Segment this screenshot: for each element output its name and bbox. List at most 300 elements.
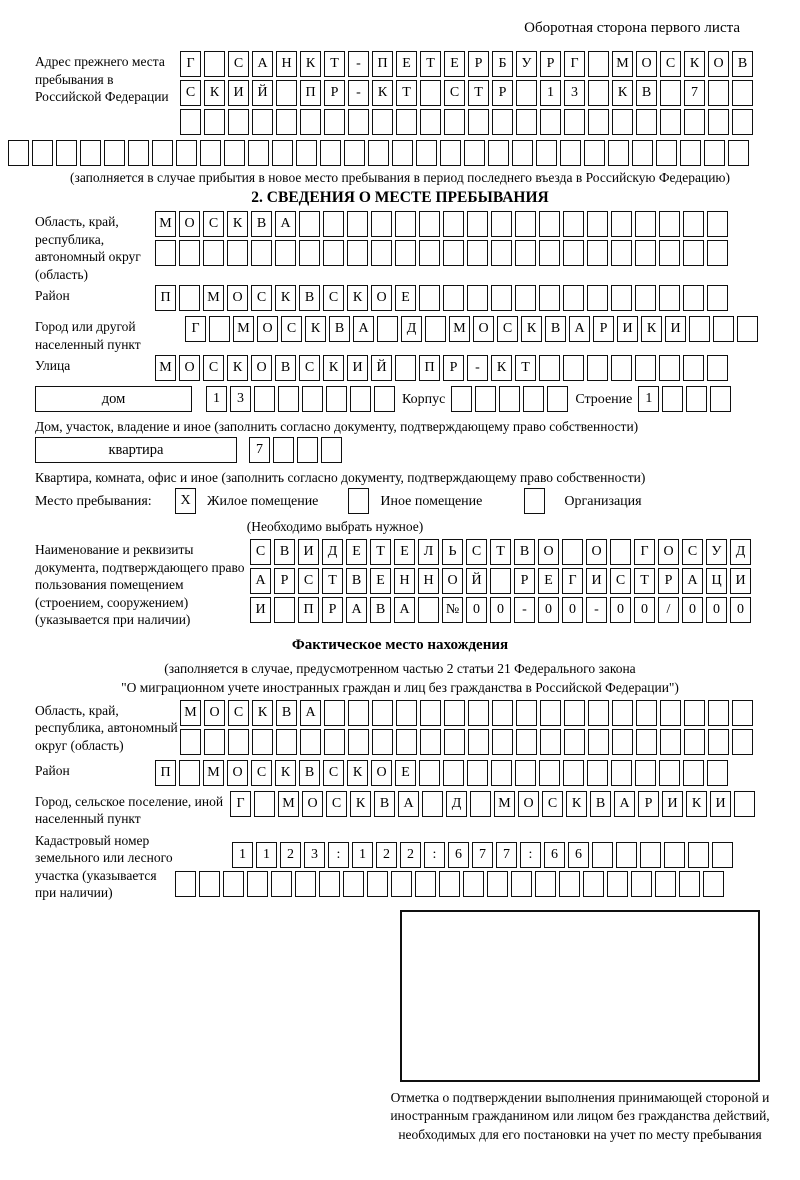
char-box[interactable]: С	[444, 80, 465, 106]
char-box[interactable]: 3	[304, 842, 325, 868]
char-box[interactable]: Н	[418, 568, 439, 594]
char-box[interactable]: П	[155, 760, 176, 786]
char-box[interactable]	[324, 729, 345, 755]
char-box[interactable]: К	[227, 355, 248, 381]
char-box[interactable]	[535, 871, 556, 897]
char-box[interactable]	[539, 760, 560, 786]
char-box[interactable]: 0	[490, 597, 511, 623]
char-box[interactable]: В	[514, 539, 535, 565]
char-box[interactable]: :	[424, 842, 445, 868]
char-box[interactable]	[659, 760, 680, 786]
char-box[interactable]: 6	[568, 842, 589, 868]
char-box[interactable]	[468, 729, 489, 755]
char-box[interactable]: К	[305, 316, 326, 342]
char-box[interactable]: С	[180, 80, 201, 106]
char-box[interactable]	[499, 386, 520, 412]
char-box[interactable]	[300, 109, 321, 135]
char-box[interactable]: С	[250, 539, 271, 565]
char-box[interactable]: М	[612, 51, 633, 77]
char-box[interactable]: К	[300, 51, 321, 77]
char-box[interactable]: К	[491, 355, 512, 381]
char-box[interactable]	[425, 316, 446, 342]
char-box[interactable]	[662, 386, 683, 412]
char-box[interactable]: В	[274, 539, 295, 565]
char-box[interactable]	[395, 355, 416, 381]
char-box[interactable]	[300, 729, 321, 755]
char-box[interactable]: Р	[468, 51, 489, 77]
char-box[interactable]: 7	[496, 842, 517, 868]
char-box[interactable]: С	[299, 355, 320, 381]
char-box[interactable]	[686, 386, 707, 412]
char-box[interactable]	[443, 760, 464, 786]
char-box[interactable]	[564, 729, 585, 755]
char-box[interactable]: Р	[492, 80, 513, 106]
char-box[interactable]	[636, 700, 657, 726]
char-box[interactable]: Г	[180, 51, 201, 77]
char-box[interactable]: №	[442, 597, 463, 623]
checkbox-residential[interactable]: X	[175, 488, 196, 514]
char-box[interactable]	[271, 871, 292, 897]
char-box[interactable]: К	[372, 80, 393, 106]
char-box[interactable]	[708, 729, 729, 755]
char-box[interactable]	[444, 729, 465, 755]
char-box[interactable]: 0	[706, 597, 727, 623]
char-box[interactable]	[491, 240, 512, 266]
char-box[interactable]	[684, 109, 705, 135]
char-box[interactable]	[659, 355, 680, 381]
char-box[interactable]: Д	[446, 791, 467, 817]
char-box[interactable]	[540, 109, 561, 135]
char-box[interactable]: 0	[682, 597, 703, 623]
char-box[interactable]	[710, 386, 731, 412]
char-box[interactable]: Е	[396, 51, 417, 77]
char-box[interactable]	[104, 140, 125, 166]
char-box[interactable]	[152, 140, 173, 166]
char-box[interactable]	[515, 285, 536, 311]
char-box[interactable]: Ь	[442, 539, 463, 565]
char-box[interactable]	[176, 140, 197, 166]
char-box[interactable]	[587, 240, 608, 266]
char-box[interactable]	[664, 842, 685, 868]
char-box[interactable]: В	[276, 700, 297, 726]
char-box[interactable]: С	[228, 51, 249, 77]
char-box[interactable]	[659, 240, 680, 266]
char-box[interactable]: И	[228, 80, 249, 106]
char-box[interactable]	[539, 240, 560, 266]
char-box[interactable]	[155, 240, 176, 266]
char-box[interactable]	[563, 285, 584, 311]
char-box[interactable]	[274, 597, 295, 623]
char-box[interactable]: Р	[274, 568, 295, 594]
char-box[interactable]	[587, 211, 608, 237]
char-box[interactable]	[252, 109, 273, 135]
char-box[interactable]	[273, 437, 294, 463]
char-box[interactable]	[516, 700, 537, 726]
char-box[interactable]: А	[300, 700, 321, 726]
char-box[interactable]	[391, 871, 412, 897]
char-box[interactable]: Т	[396, 80, 417, 106]
char-box[interactable]	[713, 316, 734, 342]
char-box[interactable]: К	[227, 211, 248, 237]
char-box[interactable]: -	[348, 51, 369, 77]
char-box[interactable]	[443, 240, 464, 266]
char-box[interactable]	[584, 140, 605, 166]
char-box[interactable]: Н	[394, 568, 415, 594]
char-box[interactable]	[464, 140, 485, 166]
char-box[interactable]: В	[329, 316, 350, 342]
checkbox-other-premises[interactable]	[348, 488, 369, 514]
char-box[interactable]: И	[662, 791, 683, 817]
char-box[interactable]: К	[686, 791, 707, 817]
char-box[interactable]	[440, 140, 461, 166]
char-box[interactable]: 2	[376, 842, 397, 868]
char-box[interactable]: 0	[730, 597, 751, 623]
char-box[interactable]: Г	[562, 568, 583, 594]
char-box[interactable]	[320, 140, 341, 166]
char-box[interactable]	[80, 140, 101, 166]
char-box[interactable]	[515, 211, 536, 237]
char-box[interactable]: С	[542, 791, 563, 817]
char-box[interactable]	[180, 729, 201, 755]
char-box[interactable]: М	[203, 285, 224, 311]
char-box[interactable]	[660, 729, 681, 755]
char-box[interactable]: Р	[658, 568, 679, 594]
char-box[interactable]: А	[398, 791, 419, 817]
char-box[interactable]: 1	[540, 80, 561, 106]
char-box[interactable]: С	[682, 539, 703, 565]
char-box[interactable]	[372, 109, 393, 135]
char-box[interactable]	[704, 140, 725, 166]
char-box[interactable]: И	[298, 539, 319, 565]
char-box[interactable]: М	[278, 791, 299, 817]
char-box[interactable]: Е	[370, 568, 391, 594]
char-box[interactable]	[707, 760, 728, 786]
char-box[interactable]	[684, 700, 705, 726]
char-box[interactable]	[707, 355, 728, 381]
char-box[interactable]	[128, 140, 149, 166]
char-box[interactable]: Т	[322, 568, 343, 594]
apartment-type-cell[interactable]: квартира	[35, 437, 237, 463]
char-box[interactable]	[547, 386, 568, 412]
char-box[interactable]	[418, 597, 439, 623]
char-box[interactable]: Й	[371, 355, 392, 381]
char-box[interactable]	[276, 729, 297, 755]
char-box[interactable]	[367, 871, 388, 897]
char-box[interactable]	[679, 871, 700, 897]
char-box[interactable]: 0	[562, 597, 583, 623]
char-box[interactable]: И	[586, 568, 607, 594]
char-box[interactable]	[419, 760, 440, 786]
char-box[interactable]: К	[684, 51, 705, 77]
char-box[interactable]	[324, 700, 345, 726]
char-box[interactable]	[372, 700, 393, 726]
char-box[interactable]	[611, 211, 632, 237]
char-box[interactable]	[199, 871, 220, 897]
char-box[interactable]	[689, 316, 710, 342]
char-box[interactable]	[227, 240, 248, 266]
char-box[interactable]: У	[706, 539, 727, 565]
char-box[interactable]	[468, 109, 489, 135]
char-box[interactable]	[635, 355, 656, 381]
char-box[interactable]: К	[204, 80, 225, 106]
char-box[interactable]	[562, 539, 583, 565]
char-box[interactable]: 0	[634, 597, 655, 623]
char-box[interactable]: 6	[448, 842, 469, 868]
char-box[interactable]: М	[494, 791, 515, 817]
char-box[interactable]	[321, 437, 342, 463]
char-box[interactable]	[636, 109, 657, 135]
char-box[interactable]	[451, 386, 472, 412]
char-box[interactable]: К	[275, 285, 296, 311]
char-box[interactable]	[323, 211, 344, 237]
char-box[interactable]: Д	[730, 539, 751, 565]
char-box[interactable]: 0	[610, 597, 631, 623]
char-box[interactable]: И	[617, 316, 638, 342]
char-box[interactable]: Т	[490, 539, 511, 565]
char-box[interactable]	[254, 386, 275, 412]
char-box[interactable]: И	[730, 568, 751, 594]
char-box[interactable]: Г	[185, 316, 206, 342]
char-box[interactable]	[611, 760, 632, 786]
char-box[interactable]	[732, 109, 753, 135]
char-box[interactable]: П	[372, 51, 393, 77]
char-box[interactable]: В	[299, 760, 320, 786]
char-box[interactable]	[475, 386, 496, 412]
char-box[interactable]: П	[300, 80, 321, 106]
char-box[interactable]	[396, 109, 417, 135]
char-box[interactable]	[302, 386, 323, 412]
char-box[interactable]: В	[251, 211, 272, 237]
char-box[interactable]	[344, 140, 365, 166]
char-box[interactable]	[204, 729, 225, 755]
char-box[interactable]	[224, 140, 245, 166]
char-box[interactable]	[540, 700, 561, 726]
char-box[interactable]: А	[353, 316, 374, 342]
char-box[interactable]	[470, 791, 491, 817]
char-box[interactable]: Р	[540, 51, 561, 77]
char-box[interactable]	[348, 700, 369, 726]
char-box[interactable]: Р	[322, 597, 343, 623]
char-box[interactable]	[419, 240, 440, 266]
char-box[interactable]: -	[348, 80, 369, 106]
char-box[interactable]: 6	[544, 842, 565, 868]
char-box[interactable]: М	[233, 316, 254, 342]
char-box[interactable]: К	[275, 760, 296, 786]
char-box[interactable]: 3	[230, 386, 251, 412]
char-box[interactable]: О	[371, 285, 392, 311]
char-box[interactable]	[319, 871, 340, 897]
char-box[interactable]	[631, 871, 652, 897]
char-box[interactable]: У	[516, 51, 537, 77]
char-box[interactable]	[516, 109, 537, 135]
char-box[interactable]: К	[252, 700, 273, 726]
char-box[interactable]	[516, 729, 537, 755]
char-box[interactable]: О	[473, 316, 494, 342]
char-box[interactable]	[32, 140, 53, 166]
char-box[interactable]	[463, 871, 484, 897]
char-box[interactable]	[683, 211, 704, 237]
char-box[interactable]: -	[586, 597, 607, 623]
char-box[interactable]	[616, 842, 637, 868]
char-box[interactable]	[659, 211, 680, 237]
char-box[interactable]	[523, 386, 544, 412]
char-box[interactable]	[350, 386, 371, 412]
char-box[interactable]	[635, 240, 656, 266]
char-box[interactable]: С	[203, 355, 224, 381]
char-box[interactable]	[491, 211, 512, 237]
char-box[interactable]: В	[299, 285, 320, 311]
char-box[interactable]	[588, 729, 609, 755]
char-box[interactable]: В	[545, 316, 566, 342]
char-box[interactable]	[563, 355, 584, 381]
char-box[interactable]: И	[710, 791, 731, 817]
char-box[interactable]: С	[281, 316, 302, 342]
char-box[interactable]: К	[566, 791, 587, 817]
char-box[interactable]	[467, 211, 488, 237]
char-box[interactable]	[371, 240, 392, 266]
char-box[interactable]	[395, 211, 416, 237]
char-box[interactable]: О	[179, 355, 200, 381]
char-box[interactable]: К	[521, 316, 542, 342]
char-box[interactable]: 3	[564, 80, 585, 106]
char-box[interactable]	[392, 140, 413, 166]
char-box[interactable]	[368, 140, 389, 166]
char-box[interactable]: А	[394, 597, 415, 623]
char-box[interactable]	[420, 700, 441, 726]
char-box[interactable]: Т	[634, 568, 655, 594]
char-box[interactable]	[737, 316, 758, 342]
char-box[interactable]	[660, 700, 681, 726]
char-box[interactable]	[656, 140, 677, 166]
char-box[interactable]	[611, 285, 632, 311]
char-box[interactable]: В	[374, 791, 395, 817]
char-box[interactable]	[419, 285, 440, 311]
char-box[interactable]	[203, 240, 224, 266]
char-box[interactable]	[252, 729, 273, 755]
char-box[interactable]	[635, 760, 656, 786]
char-box[interactable]: О	[586, 539, 607, 565]
char-box[interactable]	[659, 285, 680, 311]
char-box[interactable]: 1	[206, 386, 227, 412]
char-box[interactable]	[179, 285, 200, 311]
char-box[interactable]	[467, 240, 488, 266]
char-box[interactable]	[734, 791, 755, 817]
char-box[interactable]	[707, 285, 728, 311]
char-box[interactable]: /	[658, 597, 679, 623]
char-box[interactable]	[439, 871, 460, 897]
char-box[interactable]: О	[371, 760, 392, 786]
char-box[interactable]	[228, 729, 249, 755]
char-box[interactable]	[179, 760, 200, 786]
char-box[interactable]: А	[275, 211, 296, 237]
char-box[interactable]: М	[155, 355, 176, 381]
char-box[interactable]: А	[346, 597, 367, 623]
char-box[interactable]	[223, 871, 244, 897]
char-box[interactable]	[276, 80, 297, 106]
char-box[interactable]: Д	[401, 316, 422, 342]
char-box[interactable]	[732, 80, 753, 106]
char-box[interactable]: Т	[420, 51, 441, 77]
char-box[interactable]: О	[658, 539, 679, 565]
char-box[interactable]	[564, 700, 585, 726]
char-box[interactable]	[540, 729, 561, 755]
char-box[interactable]	[511, 871, 532, 897]
char-box[interactable]	[487, 871, 508, 897]
char-box[interactable]: Г	[564, 51, 585, 77]
char-box[interactable]	[56, 140, 77, 166]
char-box[interactable]: 1	[352, 842, 373, 868]
char-box[interactable]	[419, 211, 440, 237]
char-box[interactable]	[420, 729, 441, 755]
char-box[interactable]: П	[155, 285, 176, 311]
char-box[interactable]	[422, 791, 443, 817]
char-box[interactable]	[204, 51, 225, 77]
house-type-cell[interactable]: дом	[35, 386, 192, 412]
char-box[interactable]	[295, 871, 316, 897]
char-box[interactable]: С	[323, 285, 344, 311]
char-box[interactable]: Л	[418, 539, 439, 565]
char-box[interactable]: 1	[638, 386, 659, 412]
char-box[interactable]	[443, 285, 464, 311]
char-box[interactable]	[560, 140, 581, 166]
char-box[interactable]: Е	[395, 285, 416, 311]
char-box[interactable]	[587, 285, 608, 311]
char-box[interactable]	[640, 842, 661, 868]
char-box[interactable]: В	[370, 597, 391, 623]
char-box[interactable]	[468, 700, 489, 726]
char-box[interactable]	[396, 700, 417, 726]
char-box[interactable]	[588, 80, 609, 106]
char-box[interactable]: С	[228, 700, 249, 726]
char-box[interactable]: О	[179, 211, 200, 237]
char-box[interactable]	[592, 842, 613, 868]
char-box[interactable]	[254, 791, 275, 817]
char-box[interactable]: Й	[466, 568, 487, 594]
char-box[interactable]	[272, 140, 293, 166]
char-box[interactable]: К	[350, 791, 371, 817]
char-box[interactable]	[588, 51, 609, 77]
char-box[interactable]	[420, 80, 441, 106]
char-box[interactable]: В	[590, 791, 611, 817]
char-box[interactable]	[612, 700, 633, 726]
char-box[interactable]: О	[251, 355, 272, 381]
char-box[interactable]	[467, 760, 488, 786]
char-box[interactable]	[712, 842, 733, 868]
char-box[interactable]: И	[665, 316, 686, 342]
char-box[interactable]	[635, 285, 656, 311]
char-box[interactable]	[278, 386, 299, 412]
char-box[interactable]	[443, 211, 464, 237]
char-box[interactable]	[492, 729, 513, 755]
char-box[interactable]: 0	[466, 597, 487, 623]
checkbox-organization[interactable]	[524, 488, 545, 514]
char-box[interactable]	[536, 140, 557, 166]
char-box[interactable]	[492, 700, 513, 726]
char-box[interactable]: Т	[468, 80, 489, 106]
char-box[interactable]	[708, 109, 729, 135]
char-box[interactable]	[728, 140, 749, 166]
char-box[interactable]: Р	[324, 80, 345, 106]
char-box[interactable]	[515, 240, 536, 266]
char-box[interactable]	[683, 355, 704, 381]
char-box[interactable]	[347, 211, 368, 237]
char-box[interactable]: Т	[515, 355, 536, 381]
char-box[interactable]: :	[328, 842, 349, 868]
char-box[interactable]: К	[641, 316, 662, 342]
char-box[interactable]	[655, 871, 676, 897]
char-box[interactable]	[377, 316, 398, 342]
char-box[interactable]	[247, 871, 268, 897]
